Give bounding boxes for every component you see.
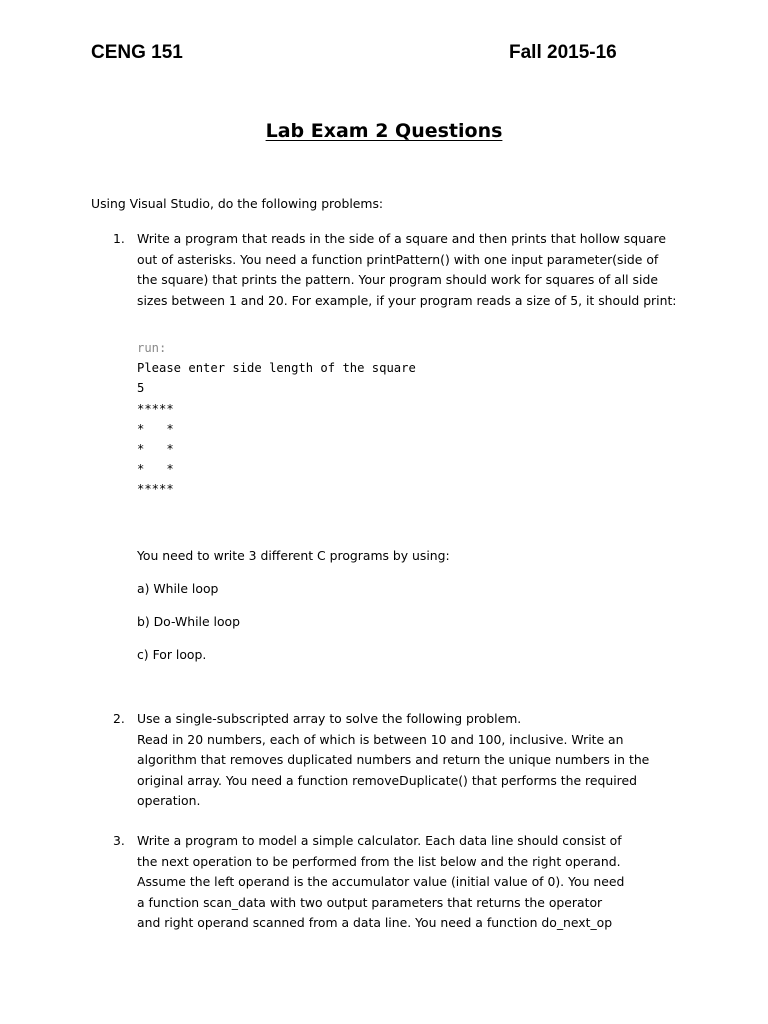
- question-line: out of asterisks. You need a function printPattern() with one input parameter(side of: [137, 251, 659, 267]
- question-line: Read in 20 numbers, each of which is between 10 and 100, inclusive. Write an: [137, 731, 624, 747]
- page-title-text: Lab Exam 2 Questions: [265, 120, 503, 142]
- question-line: Write a program that reads in the side of a square and then prints that hollow square: [137, 231, 666, 246]
- question-3-text: [137, 831, 697, 934]
- question-line: Use a single-subscripted array to solve the following problem.: [137, 711, 522, 726]
- question-line: the next operation to be performed from the list below and the right operand.: [137, 853, 621, 869]
- console-line: *****: [137, 482, 174, 497]
- question-1-text: [137, 229, 697, 311]
- question-line: operation.: [137, 793, 201, 808]
- term-label: Fall 2015-16: [509, 42, 617, 63]
- console-line: * *: [137, 462, 174, 477]
- question-line: algorithm that removes duplicated numbers and return the unique numbers in the: [137, 752, 650, 767]
- intro-text: Using Visual Studio, do the following problems:: [91, 196, 384, 211]
- page-title: [0, 120, 768, 142]
- requirement-line: b) Do-While loop: [137, 614, 240, 629]
- console-line: * *: [137, 421, 174, 436]
- console-line: run:: [137, 341, 167, 355]
- requirement-line: a) While loop: [137, 581, 219, 596]
- course-code: CENG 151: [91, 42, 183, 63]
- question-line: Write a program to model a simple calculator. Each data line should consist of: [137, 833, 622, 848]
- question-1-requirements: [137, 546, 450, 678]
- question-3-number: 3.: [113, 833, 125, 848]
- console-line: Please enter side length of the square: [137, 361, 416, 376]
- question-line: sizes between 1 and 20. For example, if your program reads a size of 5, it should print:: [137, 292, 677, 308]
- question-1-number: 1.: [113, 231, 125, 246]
- question-line: the square) that prints the pattern. Your program should work for squares of all side: [137, 272, 658, 287]
- question-line: original array. You need a function removeDuplicate() that performs the required: [137, 772, 637, 788]
- question-line: and right operand scanned from a data line. You need a function do_next_op: [137, 915, 613, 930]
- console-line: * *: [137, 441, 174, 456]
- console-line: *****: [137, 401, 174, 416]
- requirement-line: c) For loop.: [137, 647, 207, 662]
- question-2-text: [137, 709, 697, 812]
- console-line: 5: [137, 381, 145, 396]
- question-2-number: 2.: [113, 711, 125, 726]
- question-line: Assume the left operand is the accumulator value (initial value of 0). You need: [137, 874, 625, 889]
- question-line: a function scan_data with two output parameters that returns the operator: [137, 894, 603, 910]
- requirement-line: You need to write 3 different C programs by using:: [137, 548, 450, 563]
- console-output-sample: [137, 338, 467, 503]
